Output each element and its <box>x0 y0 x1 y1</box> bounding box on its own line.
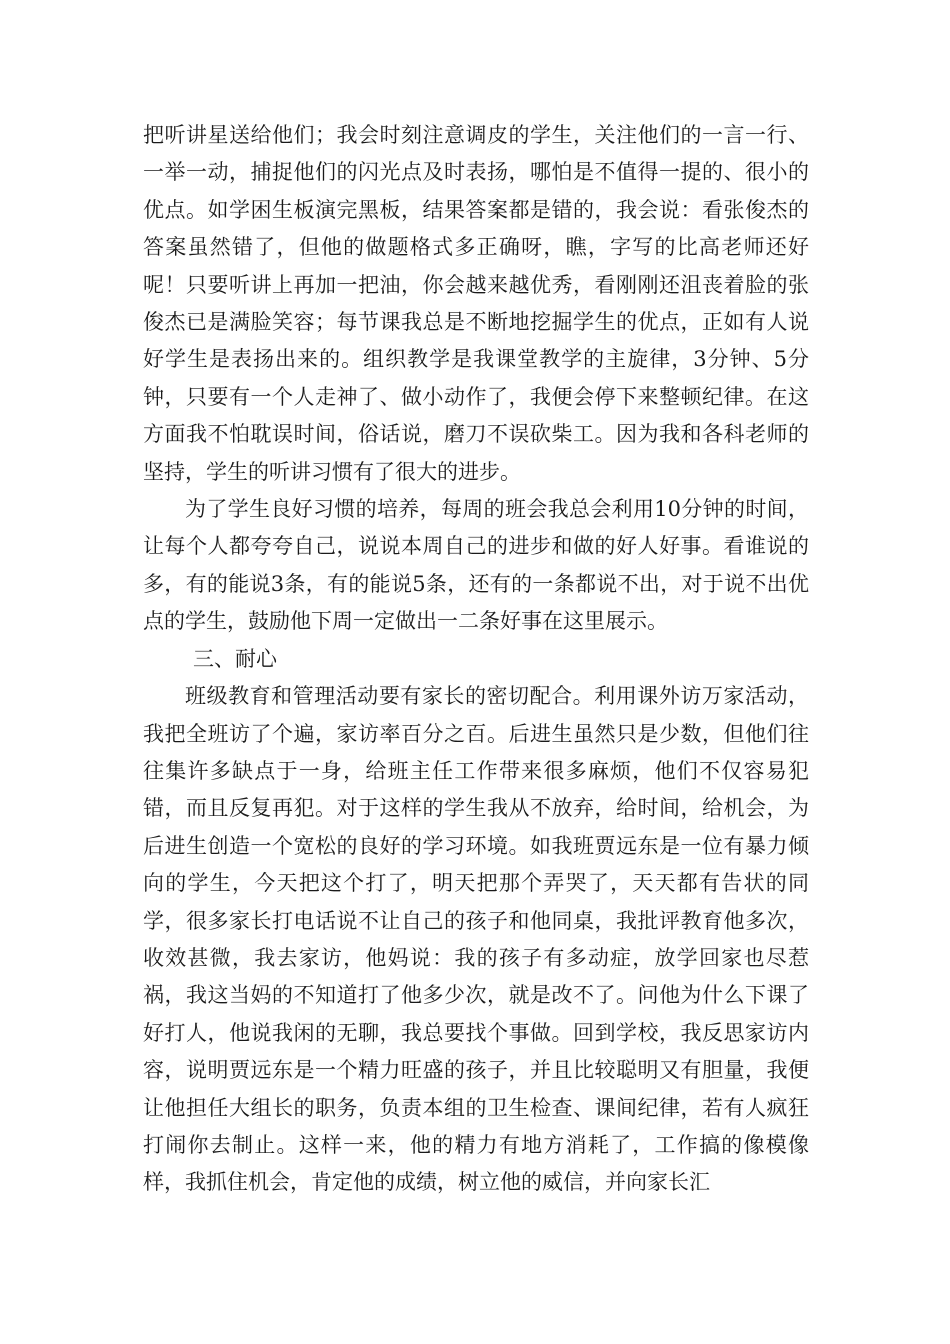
document-body <box>143 117 809 1202</box>
section-heading-patience: 三、耐心 <box>193 646 277 671</box>
paragraph-home-visits: 班级教育和管理活动要有家长的密切配合。利用课外访万家活动，我把全班访了个遍，家访率百分之百。后进生虽然只是少数，但他们往往集许多缺点于一身，给班主任工作带来很多麻烦，他们不仅容易犯错，而且反复再犯。对于这样的学生我从不放弃，给时间，给机会，为后进生创造一个宽松的良好的学习环境。如我班贾远东是一位有暴力倾向的学生，今天把这个打了，明天把那个弄哭了，天天都有告状的同学，很多家长打电话说不让自己的孩子和他同桌，我批评教育他多次，收效甚微，我去家访，他妈说：我的孩子有多动症，放学回家也尽惹祸，我这当妈的不知道打了他多少次，就是改不了。问他为什么下课了好打人，他说我闲的无聊，我总要找个事做。回到学校，我反思家访内容，说明贾远东是一个精力旺盛的孩子，并且比较聪明又有胆量，我便让他担任大组长的职务，负责本组的卫生检查、课间纪律，若有人疯狂打闹你去制止。这样一来，他的精力有地方消耗了，工作搞的像模像样，我抓住机会，肯定他的成绩，树立他的威信，并向家长汇 <box>143 684 809 1195</box>
paragraph-continuation: 把听讲星送给他们；我会时刻注意调皮的学生，关注他们的一言一行、一举一动，捕捉他们的闪光点及时表扬，哪怕是不值得一提的、很小的优点。如学困生板演完黑板，结果答案都是错的，我会说：看张俊杰的答案虽然错了，但他的做题格式多正确呀，瞧，字写的比高老师还好呢！只要听讲上再加一把油，你会越来越优秀，看刚刚还沮丧着脸的张俊杰已是满脸笑容；每节课我总是不断地挖掘学生的优点，正如有人说好学生是表扬出来的。组织教学是我课堂教学的主旋律，3分钟、5分钟，只要有一个人走神了、做小动作了，我便会停下来整顿纪律。在这方面我不怕耽误时间，俗话说，磨刀不误砍柴工。因为我和各科老师的坚持，学生的听讲习惯有了很大的进步。 <box>143 123 809 484</box>
paragraph-habit-training: 为了学生良好习惯的培养，每周的班会我总会利用10分钟的时间，让每个人都夸夸自己，说说本周自己的进步和做的好人好事。看谁说的多，有的能说3条，有的能说5条，还有的一条都说不出，对于说不出优点的学生，鼓励他下周一定做出一二条好事在这里展示。 <box>143 497 809 634</box>
